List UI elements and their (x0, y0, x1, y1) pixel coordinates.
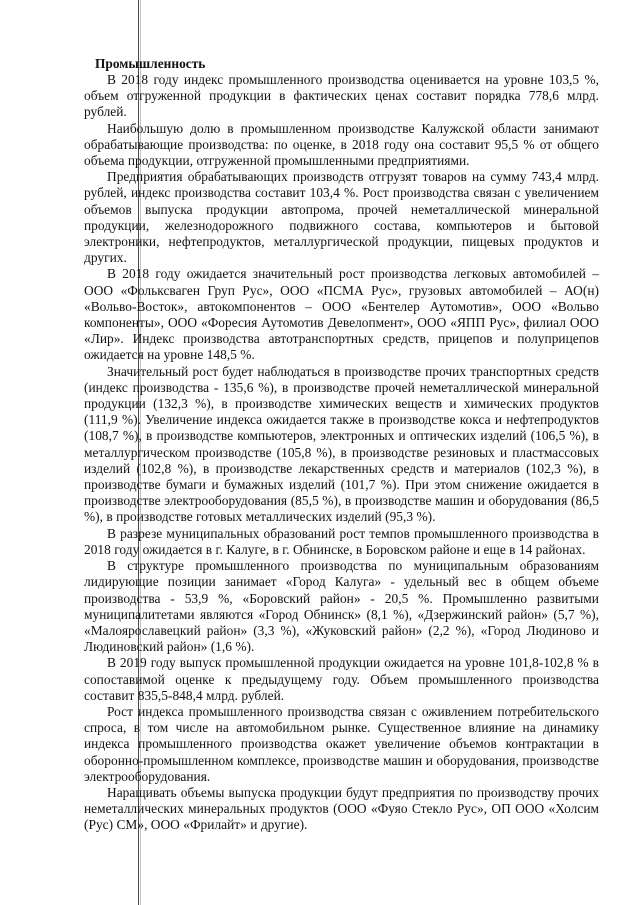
paragraph-municipal-structure: В структуре промышленного производства по муниципальным образованиям лидирующие позиции занимает «Город Калуга» - удельный вес в общем объеме производства - 53,9 %, «Боровский район» - 20,5 %. Промышленно развитыми муниципалитетами являются «Город Обнинск» (8,1 %), «Дзержинский район» (5,7 %), «Малоярославецкий район» (3,3 %), «Жуковский район» (2,2 %), «Город Людиново и Людиновский район» (1,6 %). (84, 558, 599, 655)
section-heading: Промышленность (95, 56, 206, 71)
paragraph-automotive-growth: В 2018 году ожидается значительный рост производства легковых автомобилей – ООО «Фольксваген Груп Рус», ООО «ПСМА Рус», грузовых автомобилей – АО(н) «Вольво-Восток», автокомпонентов – ООО «Бентелер Аутомотив», ООО «Вольво компоненты», ООО «Форесия Аутомотив Девелопмент», ООО «ЯПП Рус», филиал ООО «Лир». Индекс производства автотранспортных средств, прицепов и полуприцепов ожидается на уровне 148,5 %. (84, 266, 599, 363)
paragraph-manufacturing-share: Наибольшую долю в промышленном производстве Калужской области занимают обрабатывающие производства: по оценке, в 2018 году она составит 95,5 % от общего объема продукции, отгруженной промышленными предприятиями. (84, 120, 599, 169)
document-page (84, 56, 599, 834)
paragraph-growth-drivers: Рост индекса промышленного производства связан с оживлением потребительского спроса, в том числе на автомобильном рынке. Существенное влияние на динамику индекса промышленного производства окажет увеличение объемов контрактации в оборонно-промышленном комплексе, производстве машин и оборудования, производстве электрооборудования. (84, 703, 599, 784)
paragraph-forecast-2019: В 2019 году выпуск промышленной продукции ожидается на уровне 101,8-102,8 % в сопоставимой оценке к предыдущему году. Объем промышленного производства составит 835,5-848,4 млрд. рублей. (84, 655, 599, 703)
paragraph-manufacturing-shipments: Предприятия обрабатывающих производств отгрузят товаров на сумму 743,4 млрд. рублей, индекс производства составит 103,4 %. Рост производства связан с увеличением объемов выпуска продукции автопрома, прочей неметаллической минеральной продукции, железнодорожного подвижного состава, компьютеров и бытовой электроники, нефтепродуктов, металлургической продукции, пищевых продуктов и других. (84, 169, 599, 266)
paragraph-municipal-growth: В разрезе муниципальных образований рост темпов промышленного производства в 2018 году ожидается в г. Калуге, в г. Обнинске, в Боровском районе и еще в 14 районах. (84, 525, 599, 557)
paragraph-nonmetallic-producers: Наращивать объемы выпуска продукции будут предприятия по производству прочих неметаллических минеральных продуктов (ООО «Фуяо Стекло Рус», ОП ООО «Холсим (Рус) СМ», ООО «Фрилайт» и другие). (84, 784, 599, 833)
paragraph-index-2018: В 2018 году индекс промышленного производства оценивается на уровне 103,5 %, объем отгруженной продукции в фактических ценах составит порядка 778,6 млрд. рублей. (84, 72, 599, 120)
paragraph-industry-indices: Значительный рост будет наблюдаться в производстве прочих транспортных средств (индекс производства - 135,6 %), в производстве прочей неметаллической минеральной продукции (132,3 %), в производстве химических веществ и химических продуктов (111,9 %). Увеличение индекса ожидается также в производстве кокса и нефтепродуктов (108,7 %), в производстве компьютеров, электронных и оптических изделий (106,5 %), в металлургическом производстве (105,8 %), в производстве резиновых и пластмассовых изделий (102,8 %), в производстве лекарственных средств и материалов (102,3 %), в производстве бумаги и бумажных изделий (101,7 %). При этом снижение ожидается в производстве электрооборудования (85,5 %), в производстве машин и оборудования (86,5 %), в производстве готовых металлических изделий (95,3 %). (84, 363, 599, 525)
